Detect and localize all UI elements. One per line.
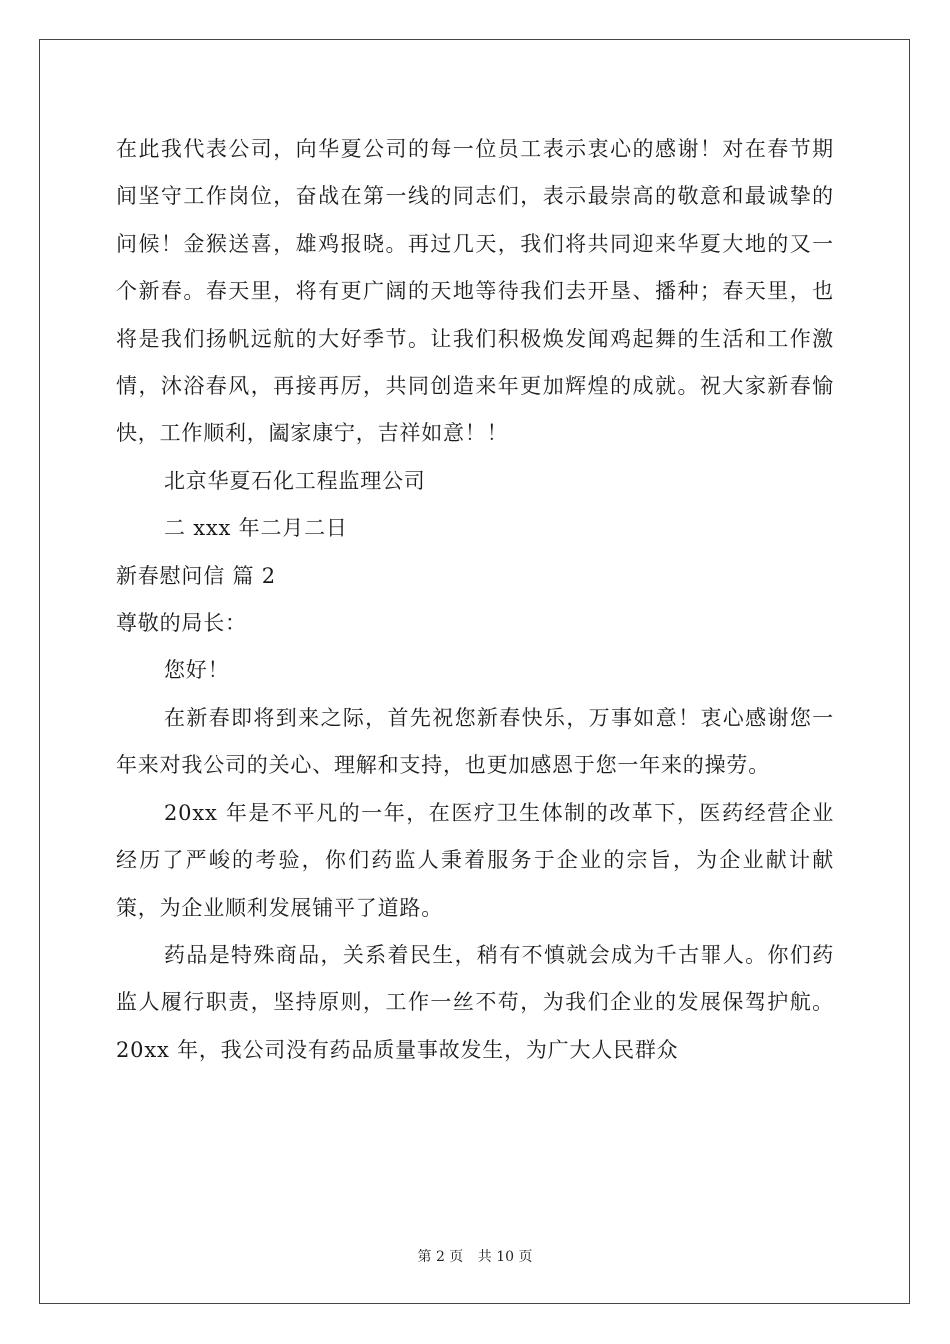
page-footer [0,1246,950,1266]
page-total: 共 10 页 [477,1249,533,1265]
signature-date: 二 xxx 年二月二日 [164,516,348,541]
paragraph-reform: 20xx 年是不平凡的一年，在医疗卫生体制的改革下，医药经营企业经历了严峻的考验，你们药监人秉着服务于企业的宗旨，为企业献计献策，为企业顺利发展铺平了道路。 [116,800,834,920]
paragraph-new-year-wishes: 在新春即将到来之际，首先祝您新春快乐，万事如意！衷心感谢您一年来对我公司的关心、理解和支持，也更加感恩于您一年来的操劳。 [116,705,834,778]
paragraph-drug-safety: 药品是特殊商品，关系着民生，稍有不慎就会成为千古罪人。你们药监人履行职责，坚持原则，工作一丝不苟，为我们企业的发展保驾护航。20xx 年，我公司没有药品质量事故发生，为广大人民群众 [116,942,834,1062]
section-heading: 新春慰问信 篇 2 [116,563,276,588]
page-number: 第 2 页 [417,1249,464,1265]
greeting: 您好！ [164,658,230,683]
signature-company: 北京华夏石化工程监理公司 [164,468,426,493]
document-body [116,126,834,1074]
salutation: 尊敬的局长： [116,611,247,636]
paragraph-thanks: 在此我代表公司，向华夏公司的每一位员工表示衷心的感谢！对在春节期间坚守工作岗位，奋战在第一线的同志们，表示最崇高的敬意和最诚挚的问候！金猴送喜，雄鸡报晓。再过几天，我们将共同迎来华夏大地的又一个新春。春天里，将有更广阔的天地等待我们去开垦、播种；春天里，也将是我们扬帆远航的大好季节。让我们积极焕发闻鸡起舞的生活和工作激情，沐浴春风，再接再厉，共同创造来年更加辉煌的成就。祝大家新春愉快，工作顺利，阖家康宁，吉祥如意！！ [116,137,834,446]
